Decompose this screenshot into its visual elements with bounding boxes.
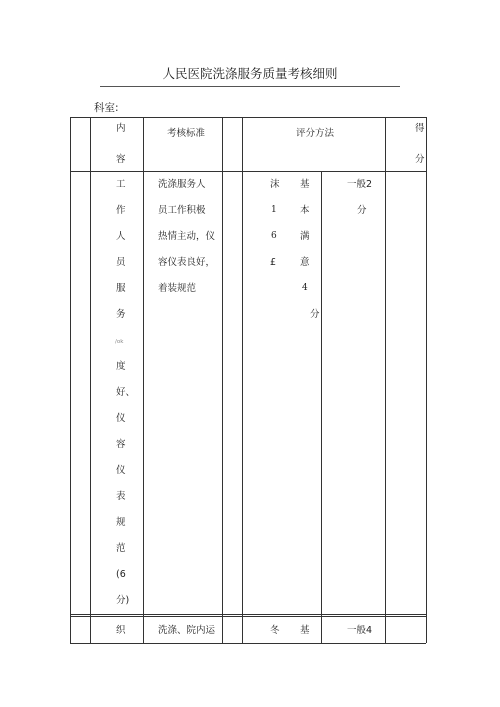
row1-method-col1: £ (270, 257, 277, 268)
row1-content-char: 度 (116, 361, 126, 372)
table-right-border (426, 117, 427, 643)
row2-method-col3: 一般4 (347, 625, 373, 636)
row2-content-char: 织 (116, 625, 126, 636)
header-content-char-1: 内 (116, 123, 126, 134)
row1-method-col2: 基 (300, 179, 310, 190)
row1-content-char: 好、 (116, 387, 136, 398)
row1-method-col2: 分 (310, 309, 320, 320)
row1-method-col3: 分 (357, 205, 367, 216)
row1-content-char: 员 (116, 257, 126, 268)
table-top-border (70, 117, 426, 118)
row1-standard-line: 热情主动，仪 (158, 231, 216, 242)
row1-content-char: 分) (116, 595, 130, 606)
row1-content-char: 务 (116, 309, 126, 320)
row1-method-col2: 本 (300, 205, 310, 216)
row1-bottom-border (70, 614, 426, 615)
header-method: 评分方法 (296, 128, 335, 139)
row1-content-char: 范 (116, 543, 126, 554)
row1-standard-line: 着装规范 (158, 283, 197, 294)
header-score-char-1: 得 (415, 123, 425, 134)
row1-content-char: /ok (115, 339, 124, 345)
row1-content-char: 服 (116, 283, 126, 294)
row1-method-col2: 意 (300, 257, 310, 268)
department-label: 科室: (94, 102, 119, 114)
row1-method-col1: 沫 (270, 179, 280, 190)
row1-content-char: 规 (116, 517, 126, 528)
row1-content-char: 表 (116, 491, 126, 502)
col-divider-1 (90, 117, 91, 643)
row2-standard-line: 洗涤、院内运 (158, 625, 216, 636)
row1-method-col3: 一般2 (347, 179, 373, 190)
title-underline (100, 86, 400, 87)
row1-standard-line: 洗涤服务人 (158, 179, 206, 190)
header-content-char-2: 容 (116, 154, 126, 165)
row1-content-char: 容 (116, 439, 126, 450)
table-left-border (70, 117, 71, 643)
table-bottom-border (70, 643, 426, 644)
row1-content-char: 仪 (116, 465, 126, 476)
row1-method-col2: 满 (300, 231, 310, 242)
row1-method-col1: 1 (271, 205, 277, 215)
row1-bottom-border-double (70, 616, 426, 617)
header-standard: 考核标准 (167, 128, 206, 139)
row1-method-col2: 4 (302, 283, 308, 293)
row1-standard-line: 容仪表良好， (158, 257, 216, 268)
row2-method-col2: 基 (300, 625, 310, 636)
row1-standard-line: 员工作积极 (158, 205, 206, 216)
header-bottom-border (70, 171, 426, 172)
row1-content-char: 作 (116, 205, 126, 216)
row1-content-char: (6 (116, 569, 126, 580)
col-divider-4 (242, 117, 243, 643)
row1-content-char: 工 (116, 179, 126, 190)
col-divider-method (321, 171, 322, 643)
col-divider-5 (385, 117, 386, 643)
row1-content-char: 仪 (116, 413, 126, 424)
page-title: 人民医院洗涤服务质量考核细则 (162, 66, 338, 81)
row1-content-char: 人 (116, 231, 126, 242)
col-divider-2 (143, 117, 144, 643)
col-divider-3 (222, 117, 223, 643)
row2-method-col1: 冬 (270, 625, 280, 636)
header-score-char-2: 分 (415, 154, 425, 165)
row1-method-col1: 6 (271, 231, 277, 241)
